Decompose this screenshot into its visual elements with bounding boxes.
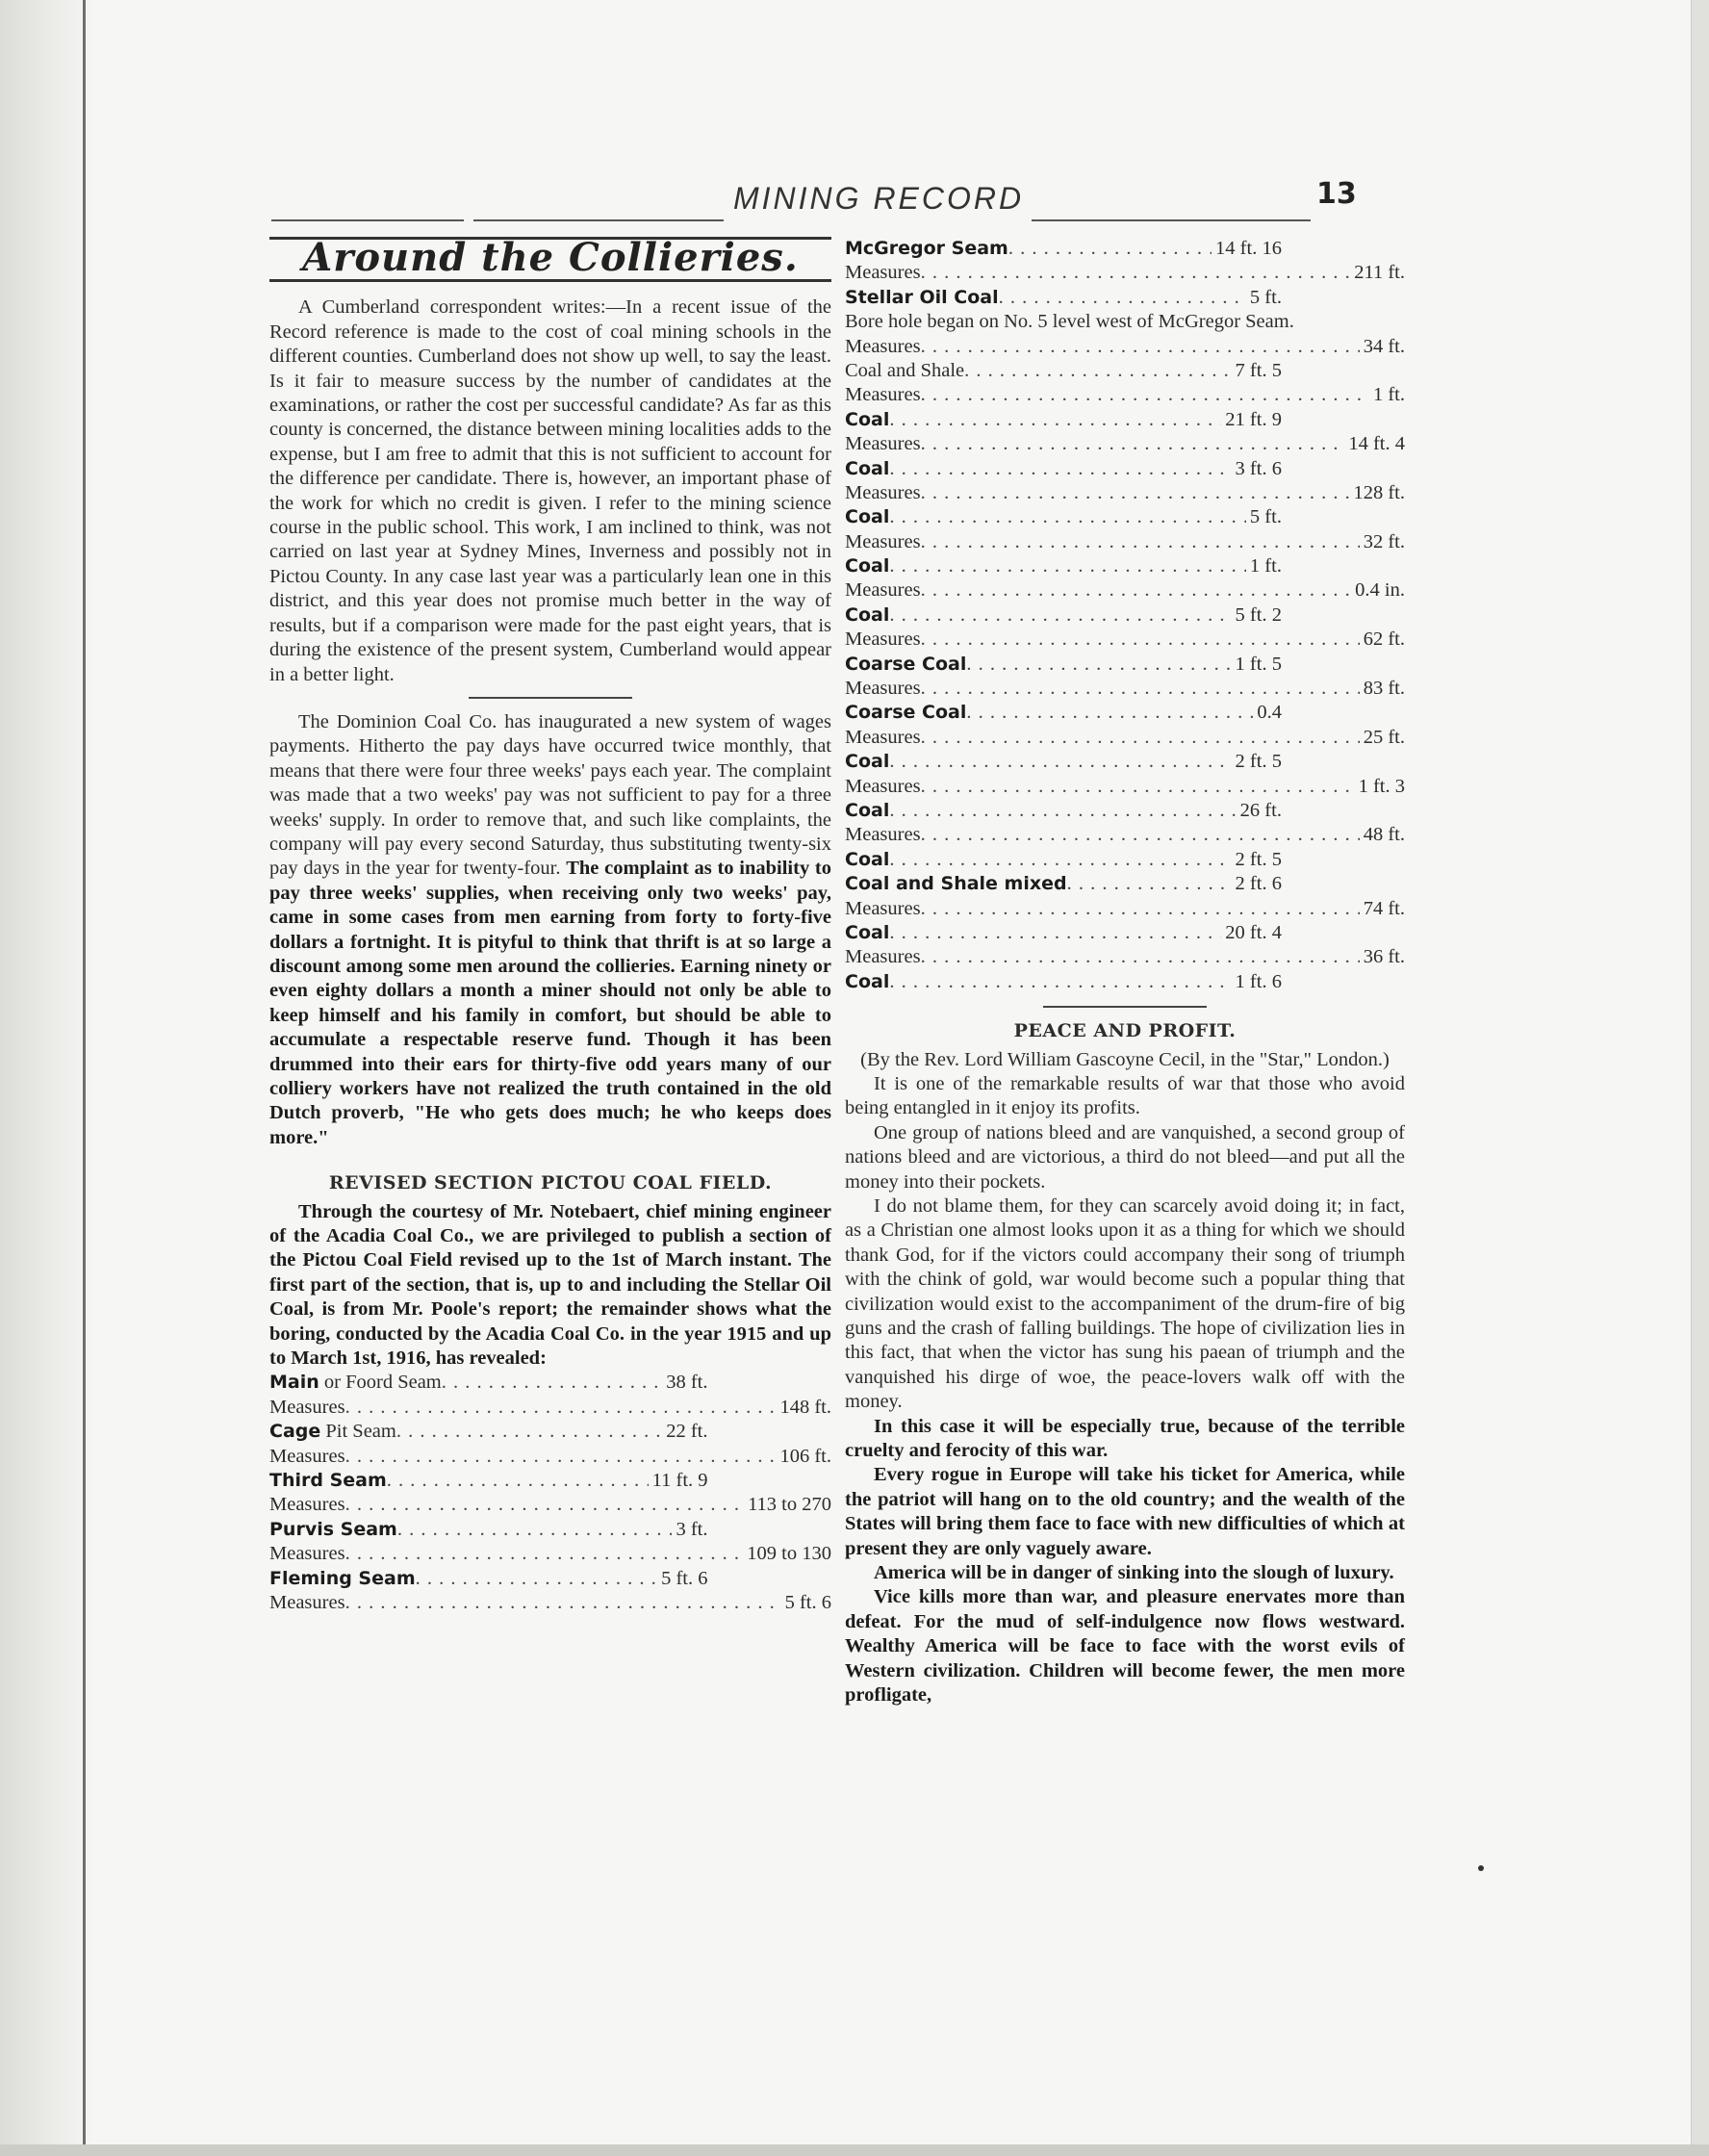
dot-leader — [396, 1420, 662, 1444]
section-row-label-bold: Cage — [269, 1421, 321, 1443]
section-row — [845, 237, 1282, 261]
peace-article-body — [845, 1072, 1405, 1708]
section-row — [845, 603, 1282, 628]
section-row-value: 22 ft. — [666, 1421, 708, 1443]
peace-byline: (By the Rev. Lord William Gascoyne Cecil, in the "Star," London.) — [860, 1048, 1390, 1070]
section-row — [845, 823, 1405, 847]
section-row — [269, 1567, 708, 1591]
section-row-value: 26 ft. — [1239, 800, 1282, 821]
section-row-label — [269, 1371, 442, 1395]
dot-leader — [921, 432, 1345, 456]
dot-leader — [921, 481, 1350, 505]
section-row-value: 1 ft. — [1249, 555, 1282, 578]
section-row-value: 38 ft. — [666, 1372, 708, 1394]
section-row-value: 7 ft. 5 — [1235, 359, 1282, 381]
page-right-edge — [1691, 0, 1709, 2156]
section-row — [845, 578, 1405, 603]
section-row-value: 14 ft. 4 — [1348, 433, 1405, 455]
bore-hole-note: Bore hole began on No. 5 level west of McGregor Seam. — [845, 311, 1294, 333]
section-row-label: Measures — [845, 824, 921, 846]
section-row-label — [845, 554, 889, 578]
section-row-value: 1 ft. 5 — [1235, 653, 1282, 675]
section-row-label: Measures — [845, 946, 921, 968]
section-row-value: 1 ft. 3 — [1358, 775, 1405, 797]
peace-paragraph: America will be in danger of sinking into the slough of luxury. — [874, 1562, 1394, 1584]
section-row-value: 34 ft. — [1363, 335, 1405, 357]
dot-leader — [442, 1371, 662, 1395]
section-row — [845, 945, 1405, 969]
dot-leader — [889, 848, 1231, 872]
section-row-label: Measures — [845, 678, 921, 700]
section-row-value: 106 ft. — [779, 1445, 831, 1467]
dot-leader — [889, 799, 1236, 823]
section-row-label — [845, 848, 889, 872]
section-row-value: 20 ft. 4 — [1225, 921, 1282, 943]
right-section-table-bottom — [845, 335, 1405, 995]
section-row-label — [845, 970, 889, 994]
section-row-label-bold: Purvis Seam — [269, 1518, 397, 1540]
section-row-value: 0.4 in. — [1355, 579, 1405, 602]
dot-leader — [964, 359, 1231, 383]
section-row-value: 5 ft. 2 — [1235, 603, 1282, 626]
section-row-label-bold: McGregor Seam — [845, 238, 1008, 259]
peace-paragraph: I do not blame them, for they can scarcely avoid doing it; in fact, as a Christian one almost looks upon it as a thing for which we should thank God, for if the victors could accompany their song of triumph with the chink of gold, war would become such a popular thing that civilization would exist to the accompaniment of the drum-fire of big guns and the crash of falling buildings. The hope of civilization lies in this fact, that when the victor has sung his paean of triumph and the vanquished his dirge of woe, the peace-lovers walk off with the money. — [845, 1194, 1405, 1413]
section-row-value: 5 ft. 6 — [784, 1591, 831, 1613]
section-row-value: 128 ft. — [1353, 481, 1405, 503]
section-row-value: 5 ft. — [1249, 286, 1282, 308]
section-row-label: Measures — [269, 1591, 345, 1613]
section-row-value: 0.4 — [1257, 702, 1282, 724]
section-row — [845, 848, 1282, 872]
revised-section-paragraph: Through the courtesy of Mr. Notebaert, chief mining engineer of the Acadia Coal Co., we are privileged to publish a section of the Pictou Coal Field revised up to the 1st of March instant. The first part of the section, that is, up to and including the Stellar Oil Coal, is from Mr. Poole's report; the remainder shows what the boring, conducted by the Acadia Coal Co. in the year 1915 and up to March 1st, 1916, has revealed: — [269, 1200, 831, 1370]
section-row — [269, 1396, 831, 1420]
dot-leader — [921, 530, 1360, 554]
article-divider — [469, 697, 632, 699]
section-row-label — [845, 408, 889, 432]
header-rule-right — [1032, 219, 1311, 221]
section-row — [845, 921, 1282, 945]
page-bottom-edge — [0, 2144, 1709, 2156]
section-row — [269, 1469, 708, 1493]
section-row — [845, 750, 1282, 774]
section-row — [845, 408, 1282, 432]
section-row-label — [845, 653, 966, 677]
dot-leader — [1008, 237, 1212, 261]
section-row-label-bold: Coal — [845, 970, 890, 992]
section-row-value: 3 ft. — [676, 1518, 708, 1540]
section-row-label-bold: Fleming Seam — [269, 1567, 416, 1589]
dot-leader — [345, 1591, 781, 1615]
section-row-label — [845, 286, 999, 310]
section-row — [845, 432, 1405, 456]
section-row-label: Measures — [845, 775, 921, 797]
dot-leader — [921, 897, 1360, 921]
section-row-label-bold: Coarse Coal — [845, 653, 967, 675]
section-row — [845, 726, 1405, 750]
section-row-label-bold: Coal — [845, 603, 890, 626]
dot-leader — [416, 1567, 657, 1591]
section-row — [845, 701, 1282, 725]
section-row-value: 21 ft. 9 — [1225, 408, 1282, 430]
section-row — [845, 554, 1282, 578]
dot-leader — [889, 750, 1231, 774]
dot-leader — [921, 677, 1360, 701]
section-row — [269, 1371, 708, 1395]
section-row-label — [269, 1518, 397, 1542]
section-row — [269, 1493, 831, 1517]
section-row-label — [269, 1469, 387, 1493]
dot-leader — [921, 335, 1360, 359]
section-row — [845, 799, 1282, 823]
section-row-label — [845, 701, 966, 725]
section-row-label-bold: Coal — [845, 848, 890, 870]
section-row-value: 11 ft. 9 — [651, 1470, 708, 1492]
section-row-label-bold: Coal — [845, 457, 890, 479]
section-row — [269, 1518, 708, 1542]
section-row-value: 148 ft. — [779, 1396, 831, 1418]
section-row-label-bold: Coal — [845, 800, 890, 821]
section-row — [845, 628, 1405, 652]
section-row — [845, 286, 1282, 310]
dot-leader — [387, 1469, 649, 1493]
section-row-label — [269, 1420, 396, 1444]
dot-leader — [921, 726, 1360, 750]
section-row — [845, 335, 1405, 359]
section-row-label: Measures — [845, 433, 921, 455]
left-section-table — [269, 1371, 831, 1615]
running-header — [271, 177, 1401, 227]
page-number: 13 — [1316, 177, 1357, 211]
dot-leader — [345, 1396, 777, 1420]
dot-leader — [345, 1542, 744, 1566]
section-row-value: 48 ft. — [1363, 824, 1405, 846]
section-row-label: Measures — [845, 579, 921, 602]
section-row-value: 74 ft. — [1363, 897, 1405, 919]
dot-leader — [921, 628, 1360, 652]
section-row-label-rest: or Foord Seam — [319, 1372, 442, 1394]
section-row — [845, 359, 1282, 383]
section-row — [845, 383, 1405, 407]
section-row-label: Measures — [845, 629, 921, 651]
section-row — [269, 1420, 708, 1444]
dot-leader — [345, 1445, 777, 1469]
dot-leader — [889, 970, 1231, 994]
section-row-label: Measures — [269, 1543, 345, 1565]
section-row-value: 62 ft. — [1363, 629, 1405, 651]
section-title-box — [269, 237, 831, 282]
section-row-label-bold: Coal — [845, 751, 890, 773]
dot-leader — [345, 1493, 745, 1517]
dot-leader — [999, 286, 1246, 310]
right-column — [845, 237, 1405, 1708]
section-row-value: 2 ft. 5 — [1235, 751, 1282, 773]
section-row-label — [845, 750, 889, 774]
section-row-value: 113 to 270 — [748, 1494, 831, 1516]
header-rule-mid — [473, 219, 724, 221]
dot-leader — [921, 775, 1355, 799]
section-row-value: 3 ft. 6 — [1235, 457, 1282, 479]
wages-paragraph-bold: The complaint as to inability to pay three weeks' supplies, when receiving only two weeks' pay, came in some cases from men earning from forty to forty-five dollars a fortnight. It is pityful to think that thrift is at so large a discount among some men around the collieries. Earning ninety or even eighty dollars a month a miner should not only be able to keep himself and his family in comfort, but should be able to accumulate a respectable reserve fund. Though it has been drummed into their ears for thirty-five odd years many of our colliery workers have not realized the truth contained in the old Dutch proverb, "He who gets does much; he who keeps does more." — [269, 858, 831, 1148]
section-row-label: Measures — [845, 335, 921, 357]
section-row-label-bold: Stellar Oil Coal — [845, 286, 999, 308]
peace-paragraph: Every rogue in Europe will take his ticket for America, while the patriot will hang on to the old country; and the wealth of the States will bring them face to face with new difficulties of which at present they are only vaguely aware. — [845, 1464, 1405, 1559]
section-row — [269, 1591, 831, 1615]
right-section-table-top — [845, 237, 1405, 310]
section-row-label: Coal and Shale — [845, 359, 965, 381]
section-row-value: 5 ft. — [1249, 506, 1282, 528]
dot-leader — [889, 603, 1231, 628]
section-row-label: Measures — [845, 262, 921, 284]
wages-paragraph — [269, 710, 831, 1150]
header-rule-left — [271, 219, 464, 221]
section-row-label — [269, 1567, 416, 1591]
section-row — [845, 677, 1405, 701]
section-row-value: 5 ft. 6 — [661, 1567, 708, 1589]
binding-edge-line — [83, 0, 86, 2156]
section-row — [269, 1445, 831, 1469]
dot-leader — [889, 554, 1246, 578]
dot-leader — [921, 945, 1360, 969]
ink-speck — [1478, 1865, 1484, 1871]
cumberland-paragraph: A Cumberland correspondent writes:—In a recent issue of the Record reference is made to the cost of coal mining schools in the different counties. Cumberland does not show up well, to say the least. Is it fair to measure success by the number of candidates at the examinations, or rather the cost per successful candidate? As far as this county is concerned, the distance between mining localities adds to the expense, but I am free to admit that this is not sufficient to account for the difference per candidate. There is, however, an important phase of the work for which no credit is given. I refer to the mining science course in the public school. This work, I am inclined to think, was not carried on last year at Sydney Mines, Inverness and possibly not in Pictou County. In any case last year was a particularly lean one in this district, and this year does not promise much better in the way of results, but if a comparison were made for the past eight years, that is during the existence of the present system, Cumberland would appear in a better light. — [269, 296, 831, 685]
dot-leader — [889, 921, 1221, 945]
section-row-label-bold: Coal — [845, 408, 890, 430]
section-row-value: 14 ft. 16 — [1215, 238, 1282, 259]
section-row — [845, 897, 1405, 921]
section-row-label — [845, 799, 889, 823]
section-title: Around the Collieries. — [302, 235, 799, 280]
section-row-label-rest: Pit Seam — [320, 1421, 396, 1443]
section-row-value: 83 ft. — [1363, 678, 1405, 700]
section-row-label — [845, 505, 889, 529]
section-row — [845, 970, 1282, 994]
article-divider-right — [1043, 1006, 1207, 1008]
section-row — [845, 530, 1405, 554]
section-row-value: 25 ft. — [1363, 726, 1405, 748]
dot-leader — [1067, 872, 1232, 896]
peace-paragraph: One group of nations bleed and are vanquished, a second group of nations bleed and are victorious, a third do not bleed—and put all the money into their pockets. — [845, 1121, 1405, 1193]
section-row-value: 2 ft. 5 — [1235, 848, 1282, 870]
section-row-value: 2 ft. 6 — [1235, 873, 1282, 895]
section-row-value: 36 ft. — [1363, 946, 1405, 968]
dot-leader — [889, 408, 1221, 432]
section-row-label-bold: Coal — [845, 921, 890, 943]
section-row — [845, 872, 1282, 896]
section-row-label: Measures — [269, 1445, 345, 1467]
section-row — [845, 775, 1405, 799]
section-row-label: Measures — [845, 897, 921, 919]
revised-section-heading: REVISED SECTION PICTOU COAL FIELD. — [328, 1172, 773, 1194]
section-row-label: Measures — [845, 384, 921, 406]
peace-heading: PEACE AND PROFIT. — [1013, 1020, 1237, 1042]
wages-paragraph-plain: The Dominion Coal Co. has inaugurated a new system of wages payments. Hitherto the pay days have occurred twice monthly, that means that there were four three weeks' pays each year. The complaint was made that a two weeks' pay was not sufficient to pay for a three weeks' supply. In order to remove that, and such like complaints, the company will pay every second Saturday, thus substituting twenty-six pay days in the year for twenty-four. — [269, 710, 831, 880]
section-row-value: 32 ft. — [1363, 530, 1405, 552]
section-row-label: Measures — [845, 481, 921, 503]
section-row — [845, 261, 1405, 285]
section-row-label: Measures — [269, 1396, 345, 1418]
dot-leader — [966, 653, 1231, 677]
peace-paragraph: Vice kills more than war, and pleasure enervates more than defeat. For the mud of self-indulgence now flows westward. Wealthy America will be face to face with the worst evils of Western civilization. Children will become fewer, the men more profligate, — [845, 1586, 1405, 1707]
dot-leader — [921, 578, 1352, 603]
section-row-label — [845, 457, 889, 481]
section-row-label: Measures — [845, 726, 921, 748]
section-row-value: 1 ft. 6 — [1235, 970, 1282, 992]
section-row — [845, 653, 1282, 677]
peace-paragraph: It is one of the remarkable results of war that those who avoid being entangled in it enjoy its profits. — [845, 1072, 1405, 1119]
section-row-label — [845, 603, 889, 628]
section-row-value: 1 ft. — [1372, 384, 1405, 406]
section-row-label — [845, 237, 1008, 261]
section-row-label-bold: Coarse Coal — [845, 702, 967, 724]
page-left-margin-shadow — [0, 0, 94, 2156]
section-row-label — [845, 872, 1067, 896]
peace-paragraph: In this case it will be especially true, because of the terrible cruelty and ferocity of this war. — [845, 1415, 1405, 1462]
dot-leader — [921, 383, 1369, 407]
section-row-label-bold: Coal and Shale mixed — [845, 873, 1067, 895]
section-row-label-bold: Coal — [845, 506, 890, 528]
section-row-label-bold: Third Seam — [269, 1470, 387, 1492]
dot-leader — [921, 261, 1351, 285]
publication-title: MINING RECORD — [733, 181, 1025, 216]
left-column — [269, 237, 831, 1615]
section-row — [845, 457, 1282, 481]
dot-leader — [889, 457, 1231, 481]
section-row-label-bold: Coal — [845, 555, 890, 578]
section-row-label: Measures — [845, 530, 921, 552]
dot-leader — [966, 701, 1253, 725]
section-row — [845, 505, 1282, 529]
section-row-label: Measures — [269, 1494, 345, 1516]
dot-leader — [397, 1518, 673, 1542]
section-row-label-bold: Main — [269, 1372, 319, 1394]
section-row-value: 211 ft. — [1354, 262, 1405, 284]
dot-leader — [921, 823, 1360, 847]
section-row-label — [845, 921, 889, 945]
section-row-value: 109 to 130 — [747, 1543, 831, 1565]
dot-leader — [889, 505, 1246, 529]
section-row — [269, 1542, 831, 1566]
section-row — [845, 481, 1405, 505]
